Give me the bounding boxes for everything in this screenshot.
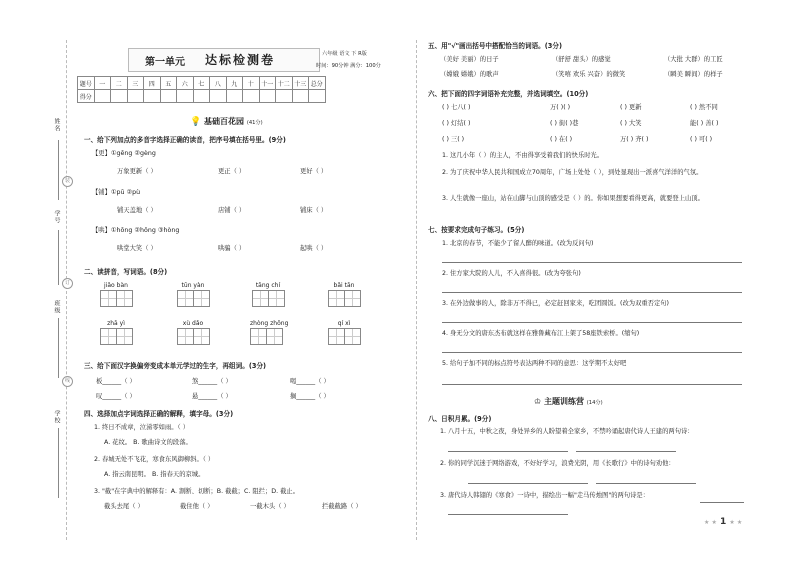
pinyin-box — [328, 320, 360, 345]
write-cell[interactable] — [100, 328, 117, 345]
q1-row3-label: 【哄】①hōng ②hǒng ③hòng — [92, 227, 180, 234]
section-banner-theme — [534, 396, 603, 407]
q5-item[interactable]: （美好 美丽）的日子 — [440, 56, 499, 63]
binding-line — [66, 40, 67, 540]
section-title: 主题训练营 — [543, 397, 584, 406]
pinyin-box — [100, 320, 132, 345]
q3-item[interactable]: 悬______（ ） — [192, 393, 232, 400]
answer-line[interactable] — [448, 514, 568, 515]
score-cell: 十一 — [259, 77, 276, 90]
page-number — [704, 517, 742, 527]
column-divider — [416, 40, 417, 540]
time-info: 时间：90分钟 满分：100分 — [316, 63, 381, 69]
write-cell[interactable] — [193, 328, 210, 345]
score-cell: 二 — [111, 77, 128, 90]
q5-item[interactable]: （大批 大群）的工匠 — [664, 56, 723, 63]
q5-item[interactable]: （舒舒 甜头）的感觉 — [552, 56, 611, 63]
write-cell[interactable] — [100, 290, 117, 307]
q6-idiom[interactable]: ( ) 七八( ) — [442, 104, 471, 111]
name-label: 姓名 — [53, 118, 60, 132]
q6-idiom[interactable]: ( ) 在( ) — [550, 136, 573, 143]
q5-title: 五、用"√"画出括号中搭配恰当的词语。(3分) — [428, 42, 562, 50]
q6-idiom[interactable]: ( ) 大笑 — [620, 120, 642, 127]
answer-line[interactable] — [442, 262, 742, 263]
section-points: (41分) — [246, 120, 263, 126]
q4-s1[interactable]: 1. 终日不成章，泣涕零如雨。（ ） — [94, 424, 190, 431]
pinyin-box — [177, 282, 209, 307]
q1-item[interactable]: 店铺（ ） — [218, 207, 246, 214]
score-cell: 题号 — [78, 77, 95, 90]
score-input[interactable] — [243, 90, 260, 103]
q5-item[interactable]: （嫦娥 嫦娥）的歌声 — [440, 71, 499, 78]
q1-item[interactable]: 更好（ ） — [300, 168, 328, 175]
answer-line[interactable] — [576, 451, 676, 452]
lightbulb-icon: 💡 — [190, 117, 202, 127]
id-blank[interactable] — [58, 230, 59, 285]
q4-s2-options: A. 指云南昆明。 B. 指春天的京城。 — [104, 471, 205, 478]
write-cell[interactable] — [250, 328, 267, 345]
q6-idiom[interactable]: ( ) 然不同 — [690, 104, 718, 111]
crown-icon: ♔ — [534, 397, 542, 406]
q6-idiom[interactable]: ( ) 灯结( ) — [442, 120, 471, 127]
score-cell: 八 — [210, 77, 227, 90]
pinyin-label: tāng chí — [255, 282, 281, 289]
q4-title: 四、选择加点字词选择正确的解释，填字母。(3分) — [84, 410, 234, 418]
score-input[interactable] — [111, 90, 128, 103]
q8-title: 八、日积月累。(9分) — [428, 415, 492, 423]
answer-line[interactable] — [442, 384, 742, 385]
star-icon: ★ ★ — [704, 519, 717, 526]
pinyin-box — [328, 282, 360, 307]
q8-s2: 2. 你的同学沉迷于网络游戏，不好好学习，浪费光阴，用《长歌行》中的诗句劝他： — [440, 460, 675, 467]
answer-line[interactable] — [596, 483, 696, 484]
grade-info: 六年级 语文 下 R版 — [322, 51, 367, 57]
q5-item[interactable]: （瞬美 瞬间）的样子 — [664, 71, 723, 78]
score-input[interactable] — [259, 90, 276, 103]
pinyin-label: tūn yàn — [181, 282, 205, 289]
q1-item[interactable]: 更正（ ） — [218, 168, 246, 175]
write-cell[interactable] — [252, 290, 269, 307]
score-cell: 九 — [226, 77, 243, 90]
score-cell: 一 — [94, 77, 111, 90]
section-banner-basic — [190, 116, 263, 127]
q5-item[interactable]: （笑嘻 欢乐 兴奋）的微笑 — [552, 71, 626, 78]
q4-s3-item[interactable]: 截头去尾（ ） — [104, 503, 144, 510]
q1-item[interactable]: 万象更新（ ） — [117, 168, 157, 175]
q6-s1[interactable]: 1. 这几小年（ ）的主人，不由得享受着我们的快乐时光。 — [442, 152, 604, 159]
q6-idiom[interactable]: 万( ) 齐( ) — [620, 136, 649, 143]
pinyin-box — [250, 320, 288, 345]
q4-s2[interactable]: 2. 春城无处不飞花，寒食东风御柳斜。（ ） — [94, 456, 215, 463]
write-cell[interactable] — [344, 290, 361, 307]
q7-s2: 2. 住方家大院的人儿，不入喜得很。(改为夸张句) — [442, 270, 581, 277]
score-cell: 十 — [243, 77, 260, 90]
q8-s3: 3. 唐代诗人韩翃的《寒食》一诗中，描绘出一幅"走马传烛图"的两句诗是： — [440, 492, 650, 499]
write-cell[interactable] — [116, 290, 133, 307]
title-unit: 第一单元 — [145, 57, 185, 68]
section-points: (14分) — [586, 400, 603, 406]
answer-line[interactable] — [442, 322, 742, 323]
q7-s1: 1. 北京的春节，不能少了留人醉的味道。(改为反问句) — [442, 240, 594, 247]
write-cell[interactable] — [328, 328, 345, 345]
answer-line[interactable] — [700, 502, 744, 503]
q1-item[interactable]: 哄骗（ ） — [218, 245, 246, 252]
pinyin-label: zhā yì — [107, 320, 125, 327]
write-cell[interactable] — [266, 328, 283, 345]
write-cell[interactable] — [328, 290, 345, 307]
star-icon: ★ ★ — [729, 519, 743, 526]
score-input[interactable] — [309, 90, 326, 103]
q8-s1: 1. 八月十五，中秋之夜，身处异乡的人盼望着全家乡，不禁吟诵起唐代诗人王建的两句诗： — [440, 428, 694, 435]
write-cell[interactable] — [268, 290, 285, 307]
id-label: 学号 — [53, 210, 60, 224]
score-cell: 五 — [160, 77, 177, 90]
score-cell: 十三 — [292, 77, 309, 90]
name-blank[interactable] — [58, 140, 59, 200]
q6-s2[interactable]: 2. 为了庆祝中华人民共和国成立70周年，广场上处处（ ），到处显现出一派喜气洋洋的气氛。 — [442, 169, 703, 176]
score-cell: 六 — [177, 77, 194, 90]
q3-title: 三、给下面汉字换偏旁变成本单元学过的生字，再组词。(3分) — [84, 362, 267, 370]
pinyin-label: zhòng zhōng — [250, 320, 289, 327]
binding-hole-mark: 订 — [62, 278, 73, 289]
q7-s3: 3. 在外边做事的人，除非万不得已，必定赶回家来，吃团圆饭。(改为双重否定句) — [442, 300, 670, 307]
q1-row2-label: 【铺】①pū ②pù — [92, 189, 141, 196]
write-cell[interactable] — [116, 328, 133, 345]
q4-s3-item[interactable]: 一截木头（ ） — [250, 503, 290, 510]
score-cell: 七 — [193, 77, 210, 90]
q4-s3-item[interactable]: 截住他（ ） — [180, 503, 214, 510]
write-cell[interactable] — [177, 290, 194, 307]
q7-s5: 5. 给句子加不同的标点符号表达两种不同的意思：这学期不太好吧 — [442, 360, 627, 367]
q6-idiom[interactable]: ( ) 三( ) — [442, 136, 465, 143]
q3-item[interactable]: 叹______（ ） — [96, 393, 136, 400]
q2-title: 二、读拼音，写词语。(8分) — [84, 268, 168, 276]
score-input[interactable] — [276, 90, 293, 103]
q1-item[interactable]: 铺床（ ） — [300, 207, 328, 214]
pinyin-label: qí xì — [337, 320, 351, 327]
binding-hole-mark: 装 — [62, 176, 73, 187]
q6-idiom[interactable]: ( ) 可( ) — [690, 136, 713, 143]
pinyin-label: jiǎo bàn — [104, 282, 128, 289]
q6-idiom[interactable]: 能( ) 善( ) — [690, 120, 719, 127]
score-input[interactable] — [177, 90, 194, 103]
q1-item[interactable]: 哄堂大笑（ ） — [117, 245, 157, 252]
q3-item[interactable]: 煞______（ ） — [192, 378, 232, 385]
answer-line[interactable] — [442, 292, 742, 293]
write-cell[interactable] — [177, 328, 194, 345]
q4-s1-options: A. 花纹。 B. 歌曲诗文的段落。 — [104, 439, 192, 446]
q3-item[interactable]: 喝______（ ） — [290, 378, 330, 385]
q4-s3: 3. "截"在字典中的解释有：A. 割断、切断；B. 截截；C. 阻拦；D. 截止。 — [94, 488, 299, 495]
write-cell[interactable] — [344, 328, 361, 345]
q1-row1-label: 【更】①gēng ②gèng — [92, 150, 156, 157]
score-table — [77, 76, 326, 103]
pinyin-label: xù dǎo — [182, 320, 204, 327]
score-input[interactable] — [210, 90, 227, 103]
class-label: 班级 — [53, 300, 60, 314]
q6-title: 六、把下面的四字词语补充完整，并选词填空。(10分) — [428, 90, 589, 98]
score-input[interactable] — [226, 90, 243, 103]
page-number-value: 1 — [720, 517, 727, 527]
q4-s3-item[interactable]: 拦截截路（ ） — [322, 503, 362, 510]
answer-line[interactable] — [442, 352, 742, 353]
q3-item[interactable]: 板______（ ） — [96, 378, 136, 385]
q3-item[interactable]: 搁______（ ） — [290, 393, 330, 400]
answer-line[interactable] — [448, 451, 568, 452]
score-header-row — [78, 77, 326, 90]
pinyin-box — [177, 320, 209, 345]
q1-title: 一、给下列加点的多音字选择正确的读音，把序号填在括号里。(9分) — [84, 136, 286, 144]
q6-idiom[interactable]: 万( )( ) — [550, 104, 571, 111]
school-label: 学校 — [53, 410, 60, 424]
section-title: 基础百花园 — [204, 117, 245, 126]
score-cell: 总分 — [309, 77, 326, 90]
score-cell: 三 — [127, 77, 144, 90]
q6-idiom[interactable]: ( ) 街( )巷 — [550, 120, 579, 127]
score-value-row — [78, 90, 326, 103]
q6-s3[interactable]: 3. 人生就像一座山，站在山脚与山顶的感受是（ ）的。你如果想要看得更高，就要登上山顶。 — [442, 195, 704, 202]
q1-item[interactable]: 铺天盖地（ ） — [117, 207, 157, 214]
score-cell: 十二 — [276, 77, 293, 90]
score-input[interactable] — [160, 90, 177, 103]
class-blank[interactable] — [58, 318, 59, 378]
pinyin-label: bǎi tān — [333, 282, 355, 289]
score-input[interactable] — [94, 90, 111, 103]
score-input[interactable] — [292, 90, 309, 103]
score-input[interactable] — [127, 90, 144, 103]
q7-s4: 4. 身无分文的唐东杰布就这样在雅鲁藏布江上架了58座铁索桥。(缩句) — [442, 330, 640, 337]
score-input[interactable] — [144, 90, 161, 103]
score-input[interactable] — [193, 90, 210, 103]
binding-hole-mark: 线 — [62, 376, 73, 387]
q6-idiom[interactable]: ( ) 更新 — [620, 104, 642, 111]
page-title: 达标检测卷 — [205, 53, 276, 67]
answer-line[interactable] — [468, 483, 588, 484]
q7-title: 七、按要求完成句子练习。(5分) — [428, 226, 525, 234]
pinyin-box — [100, 282, 132, 307]
school-blank[interactable] — [58, 428, 59, 498]
score-row-label: 得分 — [78, 90, 95, 103]
q1-item[interactable]: 起哄（ ） — [300, 245, 328, 252]
write-cell[interactable] — [193, 290, 210, 307]
score-cell: 四 — [144, 77, 161, 90]
pinyin-box — [252, 282, 284, 307]
